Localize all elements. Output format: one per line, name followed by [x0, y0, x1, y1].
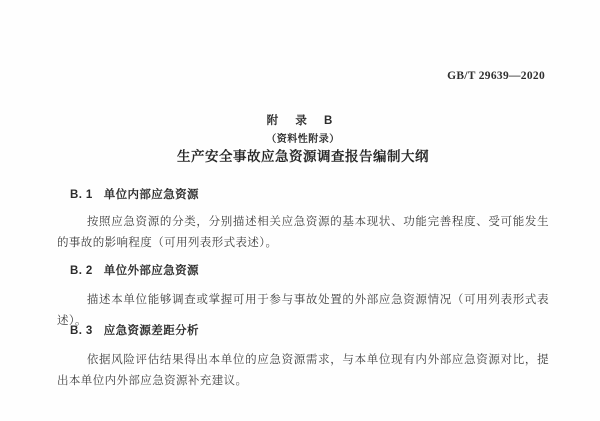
section-heading-text: 应急资源差距分析 [103, 325, 199, 337]
standard-number: GB/T 29639—2020 [447, 70, 545, 82]
section-heading-text: 单位外部应急资源 [103, 265, 199, 277]
section-paragraph-b3: 依据风险评估结果得出本单位的应急资源需求，与本单位现有内外部应急资源对比，提出本单位内外部应急资源补充建议。 [57, 354, 549, 387]
section-paragraph-b1: 按照应急资源的分类，分别描述相关应急资源的基本现状、功能完善程度、受可能发生的事故的影响程度（可用列表形式表述）。 [57, 216, 549, 249]
section-number: B. 1 [70, 189, 93, 201]
section-number: B. 2 [70, 265, 93, 277]
section-heading-b1 [70, 186, 199, 202]
appendix-type-note: （资料性附录） [266, 134, 340, 145]
document-title: 生产安全事故应急资源调查报告编制大纲 [177, 149, 429, 164]
section-heading-text: 单位内部应急资源 [103, 189, 199, 201]
section-heading-b2 [70, 262, 199, 278]
section-heading-b3 [70, 322, 199, 338]
section-number: B. 3 [70, 325, 93, 337]
appendix-label: 附 录 B [266, 115, 340, 127]
section-paragraph-b2: 描述本单位能够调查或掌握可用于参与事故处置的外部应急资源情况（可用列表形式表述）。 [57, 294, 549, 327]
